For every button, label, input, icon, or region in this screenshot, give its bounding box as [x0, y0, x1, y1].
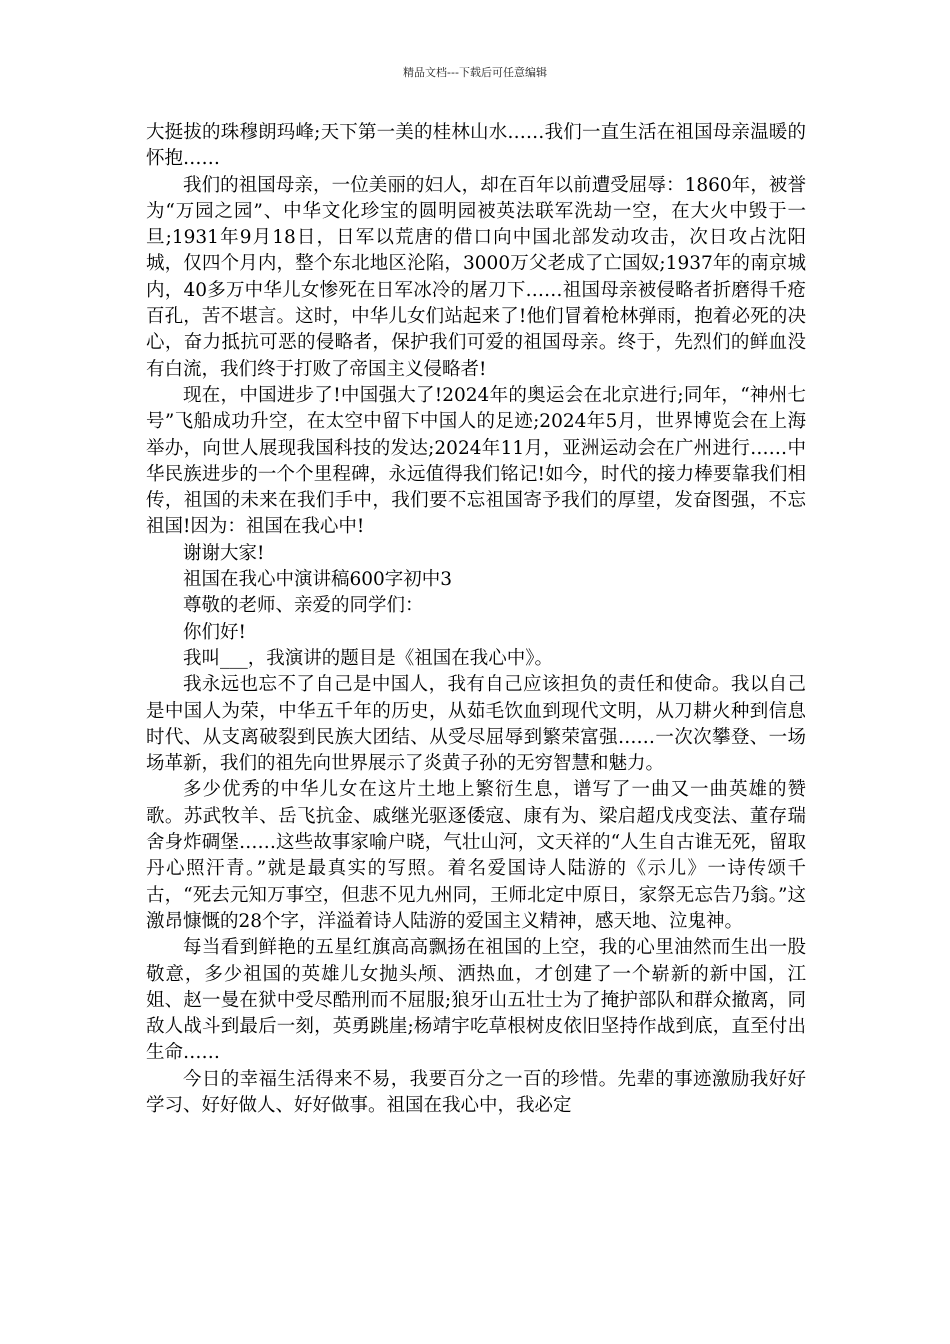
paragraph: 谢谢大家!: [183, 542, 265, 564]
section-title: 祖国在我心中演讲稿600字初中3: [183, 569, 453, 591]
page-header: 精品文档---下载后可任意编辑: [403, 66, 547, 79]
paragraph: 现在，中国进步了!中国强大了!2024年的奥运会在北京进行;同年，“神州七号”飞船成功升空，在太空中留下中国人的足迹;2024年5月，世界博览会在上海举办，向世人展现我国科技的发达;2024年11月，亚洲运动会在广州进行……中华民族进步的一个个里程碑，永远值得我们铭记!如今，时代的接力棒要靠我们相传，祖国的未来在我们手中，我们要不忘祖国寄予我们的厚望，发奋图强，不忘祖国!因为：祖国在我心中!: [146, 384, 806, 538]
paragraph: 多少优秀的中华儿女在这片土地上繁衍生息，谱写了一曲又一曲英雄的赞歌。苏武牧羊、岳飞抗金、戚继光驱逐倭寇、康有为、梁启超戊戌变法、董存瑞舍身炸碉堡……这些故事家喻户晓，气壮山河，文天祥的“人生自古谁无死，留取丹心照汗青。”就是最真实的写照。着名爱国诗人陆游的《示儿》一诗传颂千古，“死去元知万事空，但悲不见九州同，王师北定中原日，家祭无忘告乃翁。”这激昂慷慨的28个字，洋溢着诗人陆游的爱国主义精神，感天地、泣鬼神。: [146, 779, 806, 932]
paragraph: 我永远也忘不了自己是中国人，我有自己应该担负的责任和使命。我以自己是中国人为荣，中华五千年的历史，从茹毛饮血到现代文明，从刀耕火种到信息时代、从支离破裂到民族大团结、从受尽屈辱到繁荣富强……一次次攀登、一场场革新，我们的祖先向世界展示了炎黄子孙的无穷智慧和魅力。: [146, 674, 806, 775]
paragraph: 我们的祖国母亲，一位美丽的妇人，却在百年以前遭受屈辱：1860年，被誉为“万园之园”、中华文化珍宝的圆明园被英法联军洗劫一空，在大火中毁于一旦;1931年9月18日，日军以荒唐的借口向中国北部发动攻击，次日攻占沈阳城，仅四个月内，整个东北地区沦陷，3000万父老成了亡国奴;1937年的南京城内，40多万中华儿女惨死在日军冰冷的屠刀下……祖国母亲被侵略者折磨得千疮百孔，苦不堪言。这时，中华儿女们站起来了!他们冒着枪林弹雨，抱着必死的决心，奋力抵抗可恶的侵略者，保护我们可爱的祖国母亲。终于，先烈们的鲜血没有白流，我们终于打败了帝国主义侵略者!: [146, 174, 806, 380]
paragraph: 我叫___，我演讲的题目是《祖国在我心中》。: [183, 647, 554, 669]
document-body: [146, 120, 806, 1119]
paragraph: 大挺拔的珠穆朗玛峰;天下第一美的桂林山水……我们一直生活在祖国母亲温暖的怀抱……: [146, 122, 806, 170]
salutation: 尊敬的老师、亲爱的同学们：: [183, 595, 424, 617]
greeting: 你们好!: [183, 621, 246, 643]
paragraph: 每当看到鲜艳的五星红旗高高飘扬在祖国的上空，我的心里油然而生出一股敬意，多少祖国的英雄儿女抛头颅、洒热血，才创建了一个崭新的新中国，江姐、赵一曼在狱中受尽酷刑而不屈服;狼牙山五壮士为了掩护部队和群众撤离，同敌人战斗到最后一刻，英勇跳崖;杨靖宇吃草根树皮依旧坚持作战到底，直至付出生命……: [146, 937, 806, 1064]
paragraph: 今日的幸福生活得来不易，我要百分之一百的珍惜。先辈的事迹激励我好好学习、好好做人、好好做事。祖国在我心中，我必定: [146, 1068, 806, 1116]
